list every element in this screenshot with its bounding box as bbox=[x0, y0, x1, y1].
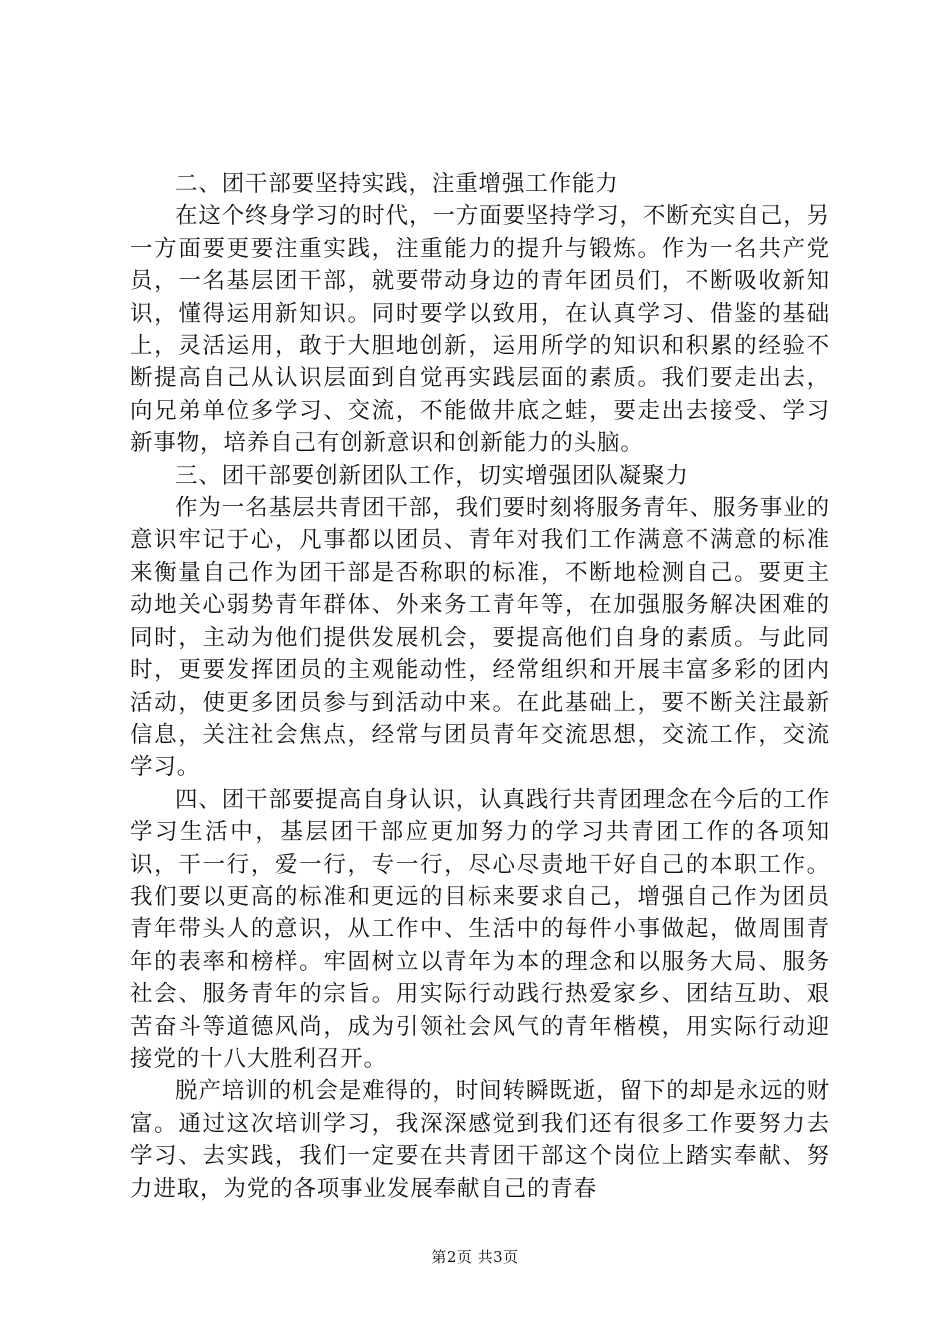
page-number-label: 第2页 共3页 bbox=[431, 1248, 519, 1266]
body-paragraph: 脱产培训的机会是难得的，时间转瞬既逝，留下的却是永远的财富。通过这次培训学习，我深深感觉到我们还有很多工作要努力去学习、去实践，我们一定要在共青团干部这个岗位上踏实奉献、努力进取，为党的各项事业发展奉献自己的青春 bbox=[130, 1078, 830, 1202]
document-body bbox=[130, 168, 830, 1205]
page-footer bbox=[0, 1246, 950, 1267]
body-paragraph: 在这个终身学习的时代，一方面要坚持学习，不断充实自己，另一方面要更要注重实践，注重能力的提升与锻炼。作为一名共产党员，一名基层团干部，就要带动身边的青年团员们，不断吸收新知识，懂得运用新知识。同时要学以致用，在认真学习、借鉴的基础上，灵活运用，敢于大胆地创新，运用所学的知识和积累的经验不断提高自己从认识层面到自觉再实践层面的素质。我们要走出去，向兄弟单位多学习、交流，不能做井底之蛙，要走出去接受、学习新事物，培养自己有创新意识和创新能力的头脑。 bbox=[130, 203, 830, 457]
body-paragraph: 作为一名基层共青团干部，我们要时刻将服务青年、服务事业的意识牢记于心，凡事都以团员、青年对我们工作满意不满意的标准来衡量自己作为团干部是否称职的标准，不断地检测自己。要更主动地关心弱势青年群体、外来务工青年等，在加强服务解决困难的同时，主动为他们提供发展机会，要提高他们自身的素质。与此同时，更要发挥团员的主观能动性，经常组织和开展丰富多彩的团内活动，使更多团员参与到活动中来。在此基础上，要不断关注最新信息，关注社会焦点，经常与团员青年交流思想，交流工作，交流学习。 bbox=[130, 495, 830, 781]
section-heading-practice: 二、团干部要坚持实践，注重增强工作能力 bbox=[175, 171, 619, 197]
section-heading-team-work: 三、团干部要创新团队工作，切实增强团队凝聚力 bbox=[175, 462, 689, 489]
body-paragraph: 四、团干部要提高自身认识，认真践行共青团理念在今后的工作学习生活中，基层团干部应更加努力的学习共青团工作的各项知识，干一行，爱一行，专一行，尽心尽责地干好自己的本职工作。我们要以更高的标准和更远的目标来要求自己，增强自己作为团员青年带头人的意识，从工作中、生活中的每件小事做起，做周围青年的表率和榜样。牢固树立以青年为本的理念和以服务大局、服务社会、服务青年的宗旨。用实际行动践行热爱家乡、团结互助、艰苦奋斗等道德风尚，成为引领社会风气的青年楷模，用实际行动迎接党的十八大胜利召开。 bbox=[130, 786, 830, 1072]
